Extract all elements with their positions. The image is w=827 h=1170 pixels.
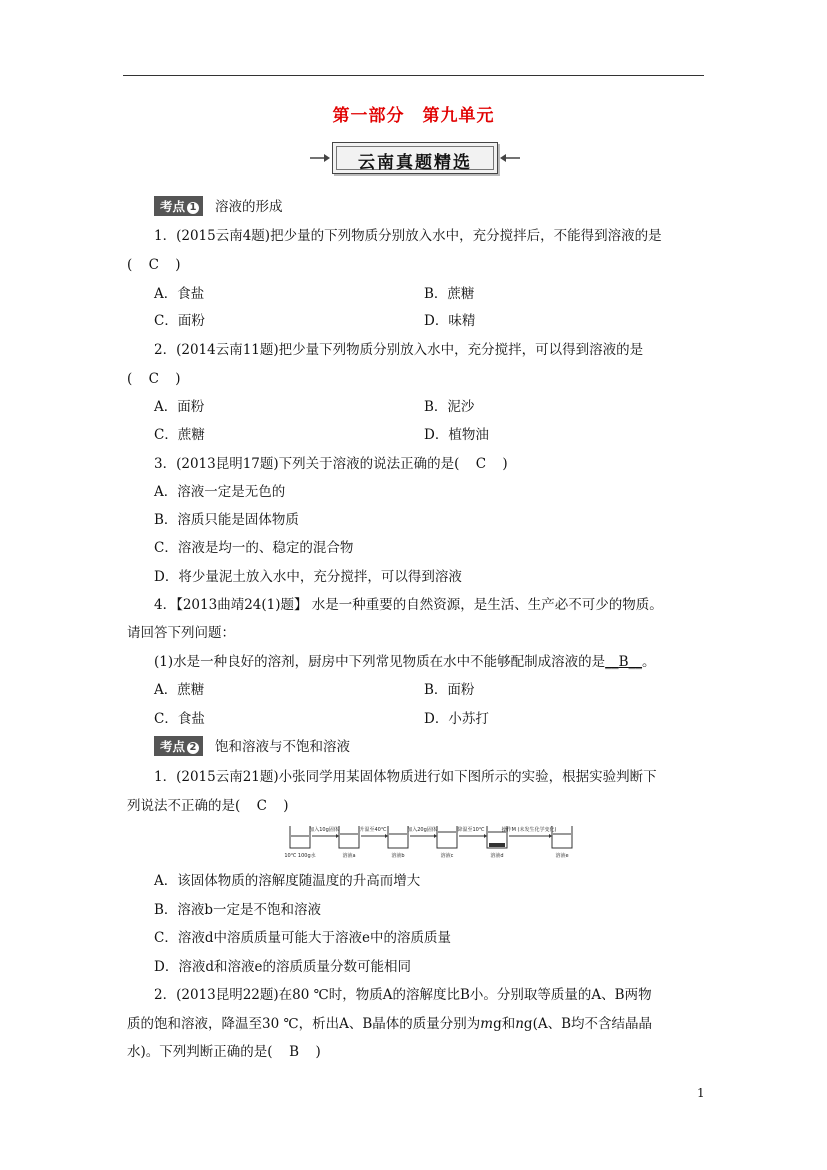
s1-q2-opt-c: C．蔗糖 [154,427,205,443]
s2-q1-opt-b: B．溶液b一定是不饱和溶液 [154,902,322,918]
beaker-label-a: 溶液a [342,853,356,859]
s1-q4-opt-a: A．蔗糖 [154,682,205,698]
banner-text: 云南真题精选 [358,153,472,173]
banner-box [332,142,498,174]
section1-tag: 考点 1 [154,196,203,216]
s2-q1-stem-2: 列说法不正确的是( C ) [127,798,289,814]
s1-q2-opt-d: D．植物油 [424,427,489,443]
s1-q4-stem-2: 请回答下列问题： [127,625,235,641]
s1-q3-opt-d: D．将少量泥土放入水中，充分搅拌，可以得到溶液 [154,569,462,585]
beaker-label-c: 溶液c [440,853,454,859]
s1-q1-stem: 1．(2015云南4题)把少量的下列物质分别放入水中，充分搅拌后，不能得到溶液的是 [154,228,662,244]
banner-left-ornament-icon [310,154,330,162]
s1-q2-stem: 2．(2014云南11题)把少量下列物质分别放入水中，充分搅拌，可以得到溶液的是 [154,342,644,358]
header-rule [123,75,704,76]
s2-q1-stem-1: 1．(2015云南21题)小张同学用某固体物质进行如下图所示的实验，根据实验判断下 [154,769,657,785]
s1-q3-opt-c: C．溶液是均一的、稳定的混合物 [154,540,354,556]
page-title: 第一部分 第九单元 [332,106,495,126]
section-banner [310,142,520,178]
experiment-diagram [282,822,582,862]
s2-q1-opt-d: D．溶液d和溶液e的溶质质量分数可能相同 [154,959,411,975]
s2-q1-opt-c: C．溶液d中溶质质量可能大于溶液e中的溶质质量 [154,930,451,946]
s2-q2-line-3: 水)。下列判断正确的是( B ) [127,1044,321,1060]
s1-q3-opt-a: A．溶液一定是无色的 [154,484,286,500]
s1-q2-opt-b: B．泥沙 [424,399,475,415]
s2-q2-line-1: 2．(2013昆明22题)在80 ℃时，物质A的溶解度比B小。分别取等质量的A、B两物 [154,987,652,1003]
s2-q1-opt-a: A．该固体物质的溶解度随温度的升高而增大 [154,873,421,889]
s1-q4-opt-c: C．食盐 [154,711,205,727]
step-3-label: 加入20g固体 [407,827,437,833]
step-5-label: 操作M (未发生化学变化) [501,827,557,833]
s2-q2-line-2: 质的饱和溶液，降温至30 ℃，析出A、B晶体的质量分别为mg和ng(A、B均不含结晶晶 [127,1016,653,1032]
s1-q2-opt-a: A．面粉 [154,399,205,415]
section1-heading [154,195,283,216]
beaker-label-0: 10℃ 100g水 [284,853,316,859]
s1-q1-opt-b: B．蔗糖 [424,286,475,302]
s1-q1-opt-d: D．味精 [424,313,476,329]
beaker-label-e: 溶液e [555,853,569,859]
s1-q1-answer: ( C ) [127,257,181,273]
banner-right-ornament-icon [500,154,520,162]
s1-q4-sub: (1)水是一种良好的溶剂，厨房中下列常见物质在水中不能够配制成溶液的是__B__。 [154,654,656,670]
s1-q4-stem-1: 4．【2013曲靖24(1)题】 水是一种重要的自然资源，是生活、生产必不可少的物质。 [154,597,663,613]
s1-q1-opt-a: A．食盐 [154,286,205,302]
s1-q1-opt-c: C．面粉 [154,313,205,329]
page-number: 1 [697,1086,705,1100]
s1-q4-opt-b: B．面粉 [424,682,475,698]
step-4-label: 降温至10℃ [457,827,485,833]
section2-tag: 考点 2 [154,736,203,756]
step-1-label: 加入10g固体 [309,827,339,833]
s1-q2-answer: ( C ) [127,371,181,387]
section1-title: 溶液的形成 [215,199,283,215]
section2-title: 饱和溶液与不饱和溶液 [215,739,351,755]
s1-q4-opt-d: D．小苏打 [424,711,489,727]
s1-q3-stem: 3．(2013昆明17题)下列关于溶液的说法正确的是( C ) [154,456,508,472]
beaker-label-d: 溶液d [490,853,504,859]
section2-heading [154,735,350,756]
beaker-label-b: 溶液b [391,853,405,859]
step-2-label: 升温至40℃ [359,827,387,833]
s1-q3-opt-b: B．溶质只能是固体物质 [154,512,299,528]
